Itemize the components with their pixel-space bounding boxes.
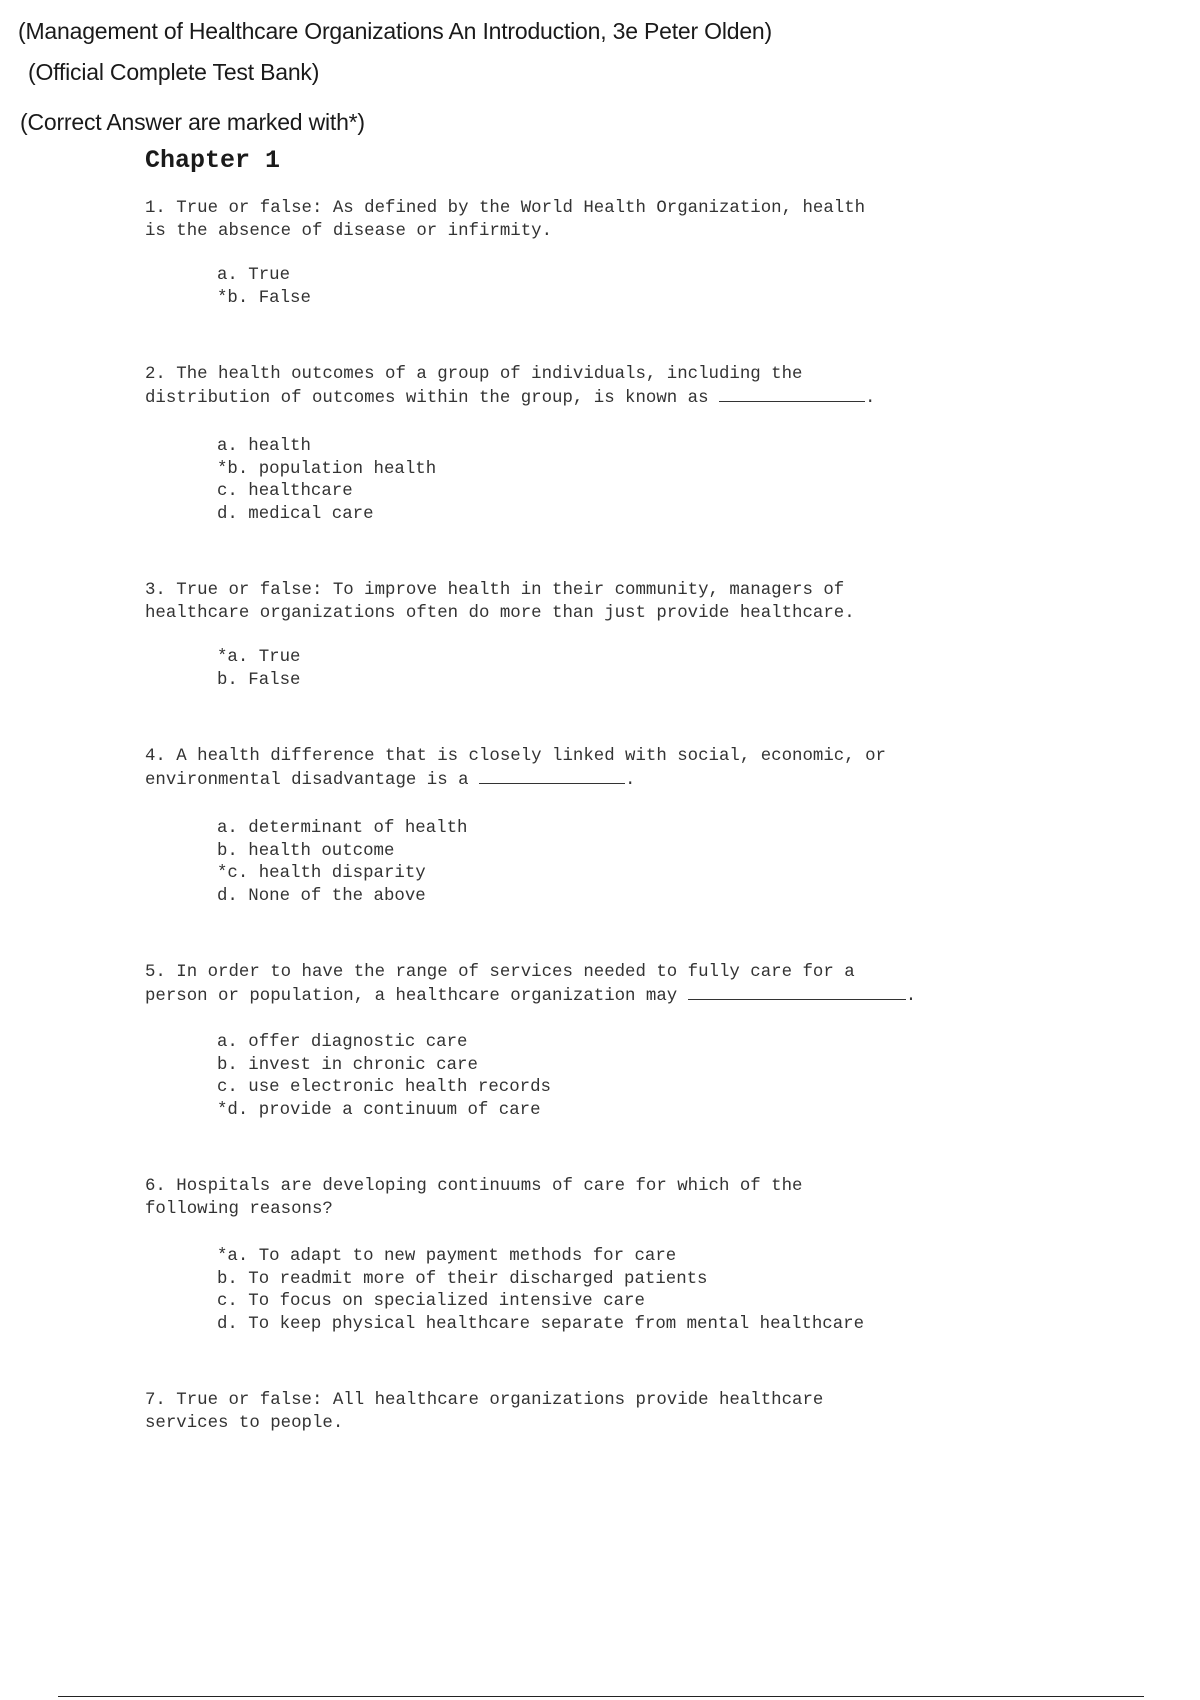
question-1 xyxy=(145,198,1145,310)
question-1-options xyxy=(145,265,1145,310)
option-a: a. health xyxy=(217,437,311,456)
question-list xyxy=(145,198,1145,1435)
question-2-options xyxy=(145,436,1145,526)
page-footer-rule xyxy=(58,1696,1144,1697)
question-7-line-1: 7. True or false: All healthcare organizations provide healthcare xyxy=(145,1391,824,1410)
question-4-line-2 xyxy=(145,769,1145,792)
option-c: c. use electronic health records xyxy=(217,1078,551,1097)
question-6-options xyxy=(145,1246,1145,1336)
question-3 xyxy=(145,580,1145,692)
blank-suffix: . xyxy=(865,388,876,408)
answer-blank xyxy=(719,387,865,402)
option-a: *a. True xyxy=(217,648,301,667)
option-b: *b. population health xyxy=(217,459,437,479)
answer-marking-note: (Correct Answer are marked with*) xyxy=(20,109,365,135)
option-a: a. True xyxy=(217,266,291,285)
option-c: c. To focus on specialized intensive care xyxy=(217,1292,645,1311)
question-5-line-2-text: person or population, a healthcare organization may xyxy=(145,986,678,1006)
option-c: *c. health disparity xyxy=(217,864,426,883)
option-d: d. To keep physical healthcare separate from mental healthcare xyxy=(217,1314,865,1334)
document-title: (Management of Healthcare Organizations An Introduction, 3e Peter Olden) xyxy=(18,18,772,44)
option-a: *a. To adapt to new payment methods for care xyxy=(217,1247,677,1266)
option-a: a. offer diagnostic care xyxy=(217,1033,468,1052)
question-3-line-1: 3. True or false: To improve health in their community, managers of xyxy=(145,581,845,600)
option-c: c. healthcare xyxy=(217,482,353,501)
question-4-options xyxy=(145,818,1145,908)
question-5-line-2 xyxy=(145,985,1145,1008)
question-1-line-2: is the absence of disease or infirmity. xyxy=(145,221,553,241)
document-subtitle: (Official Complete Test Bank) xyxy=(28,59,320,85)
option-d: *d. provide a continuum of care xyxy=(217,1100,541,1120)
chapter-heading: Chapter 1 xyxy=(145,146,281,175)
question-6 xyxy=(145,1176,1145,1336)
question-2-line-2-text: distribution of outcomes within the group, is known as xyxy=(145,388,709,408)
question-5 xyxy=(145,962,1145,1122)
question-5-options xyxy=(145,1032,1145,1122)
question-5-line-1: 5. In order to have the range of services needed to fully care for a xyxy=(145,963,855,982)
option-b: b. False xyxy=(217,670,301,690)
question-6-line-2: following reasons? xyxy=(145,1199,333,1219)
option-b: b. health outcome xyxy=(217,841,395,861)
question-2-line-2 xyxy=(145,387,1145,410)
option-a: a. determinant of health xyxy=(217,819,468,838)
question-3-options xyxy=(145,647,1145,692)
question-4 xyxy=(145,746,1145,908)
option-b: b. To readmit more of their discharged patients xyxy=(217,1269,708,1289)
option-b: b. invest in chronic care xyxy=(217,1055,478,1075)
option-d: d. None of the above xyxy=(217,886,426,906)
blank-suffix: . xyxy=(905,986,917,1006)
question-1-line-1: 1. True or false: As defined by the World Health Organization, health xyxy=(145,199,866,218)
question-2-line-1: 2. The health outcomes of a group of individuals, including the xyxy=(145,365,803,384)
question-4-line-2-text: environmental disadvantage is a xyxy=(145,770,469,790)
blank-suffix: . xyxy=(624,770,636,790)
question-7-line-2: services to people. xyxy=(145,1413,344,1433)
question-4-line-1: 4. A health difference that is closely linked with social, economic, or xyxy=(145,747,886,766)
option-d: d. medical care xyxy=(217,504,374,524)
question-6-line-1: 6. Hospitals are developing continuums of care for which of the xyxy=(145,1177,803,1196)
question-2 xyxy=(145,364,1145,526)
question-3-line-2: healthcare organizations often do more than just provide healthcare. xyxy=(145,603,855,623)
answer-blank xyxy=(688,985,906,1000)
answer-blank xyxy=(479,769,625,784)
option-b: *b. False xyxy=(217,288,311,308)
question-7 xyxy=(145,1390,1145,1435)
